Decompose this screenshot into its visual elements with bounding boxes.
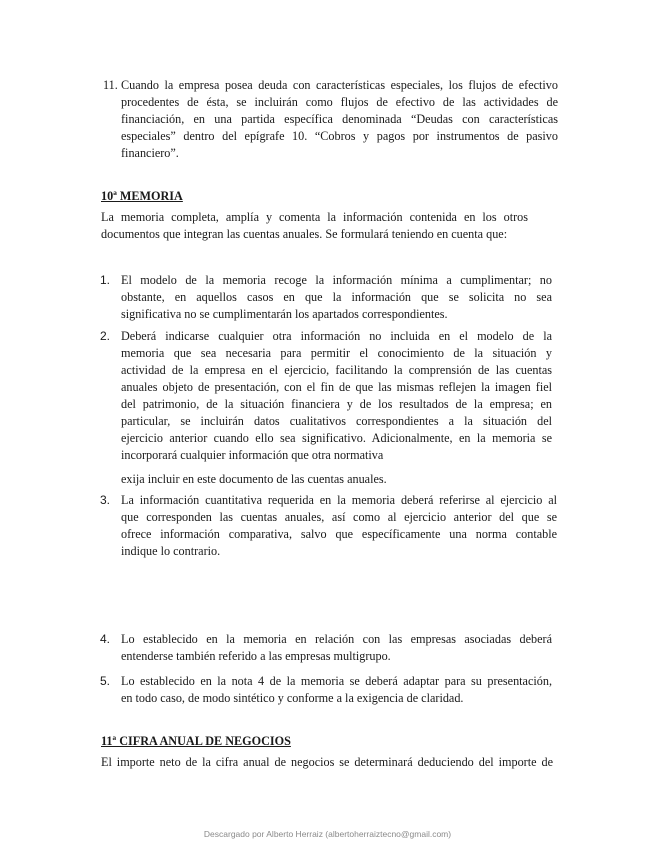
list-number: 3. <box>100 493 111 507</box>
text-line: La información cuantitativa requerida en la memoria deberá referirse al ejercicio al <box>121 493 557 507</box>
list-item-text <box>121 631 552 665</box>
text-line: Deberá indicarse cualquier otra información no incluida en el modelo de la <box>121 329 552 343</box>
text-line: Lo establecido en la nota 4 de la memoria se deberá adaptar para su presentación, <box>121 674 552 688</box>
memoria-intro <box>101 209 528 243</box>
list-number: 2. <box>100 329 111 343</box>
list-item-text <box>121 673 552 707</box>
cifra-text <box>101 754 553 771</box>
text-line: El importe neto de la cifra anual de negocios se determinará deduciendo del importe de <box>101 755 553 769</box>
text-line: actividad de la empresa en el ejercicio, facilitando la comprensión de las cuentas <box>121 363 552 377</box>
text-line: incorporará cualquier información que otra normativa <box>121 448 384 462</box>
text-line: procedentes de ésta, se incluirán como flujos de efectivo de las actividades de <box>121 95 558 109</box>
text-line: del patrimonio, de la situación financiera y de los resultados de la empresa; en <box>121 397 552 411</box>
list-item-continuation: exija incluir en este documento de las cuentas anuales. <box>121 472 387 486</box>
text-line: indique lo contrario. <box>121 544 221 558</box>
text-line: anuales objeto de presentación, con el fin de que las mismas reflejen la imagen fiel <box>121 380 552 394</box>
list-number: 11. <box>103 78 118 92</box>
text-line: significativa no se cumplimentarán los apartados correspondientes. <box>121 307 448 321</box>
text-line: financiero”. <box>121 146 179 160</box>
text-line: entenderse también referido a las empresas multigrupo. <box>121 649 391 663</box>
list-item-text <box>121 272 552 323</box>
list-item-text <box>121 77 558 162</box>
list-number: 5. <box>100 674 111 688</box>
download-footer: Descargado por Alberto Herraiz (albertoherraiztecno@gmail.com) <box>203 829 452 839</box>
text-line: ejercicio anterior cuando ello sea significativo. Adicionalmente, en la memoria se <box>121 431 552 445</box>
text-line: documentos que integran las cuentas anuales. Se formulará teniendo en cuenta que: <box>101 227 508 241</box>
section-heading-cifra: 11ª CIFRA ANUAL DE NEGOCIOS <box>101 734 291 748</box>
text-line: que corresponden las cuentas anuales, así como al ejercicio anterior del que se <box>121 510 557 524</box>
list-number: 1. <box>100 273 111 287</box>
text-line: especiales” dentro del epígrafe 10. “Cobros y pagos por instrumentos de pasivo <box>121 129 558 143</box>
text-line: ofrece información comparativa, salvo que específicamente una norma contable <box>121 527 557 541</box>
list-item-text <box>121 492 557 560</box>
text-line: memoria que sea necesaria para permitir el conocimiento de la situación y <box>121 346 552 360</box>
text-line: en todo caso, de modo sintético y conforme a la exigencia de claridad. <box>121 691 464 705</box>
section-heading-memoria: 10ª MEMORIA <box>101 189 183 203</box>
text-line: El modelo de la memoria recoge la información mínima a cumplimentar; no <box>121 273 552 287</box>
text-line: Lo establecido en la memoria en relación con las empresas asociadas deberá <box>121 632 552 646</box>
text-line: obstante, en aquellos casos en que la información que se solicita no sea <box>121 290 552 304</box>
list-item-text <box>121 328 552 464</box>
text-line: La memoria completa, amplía y comenta la información contenida en los otros <box>101 210 528 224</box>
text-line: financiación, en una partida específica denominada “Deudas con características <box>121 112 558 126</box>
list-number: 4. <box>100 632 111 646</box>
text-line: particular, se incluirán datos cualitativos correspondientes a la situación del <box>121 414 552 428</box>
text-line: Cuando la empresa posea deuda con características especiales, los flujos de efectivo <box>121 78 558 92</box>
